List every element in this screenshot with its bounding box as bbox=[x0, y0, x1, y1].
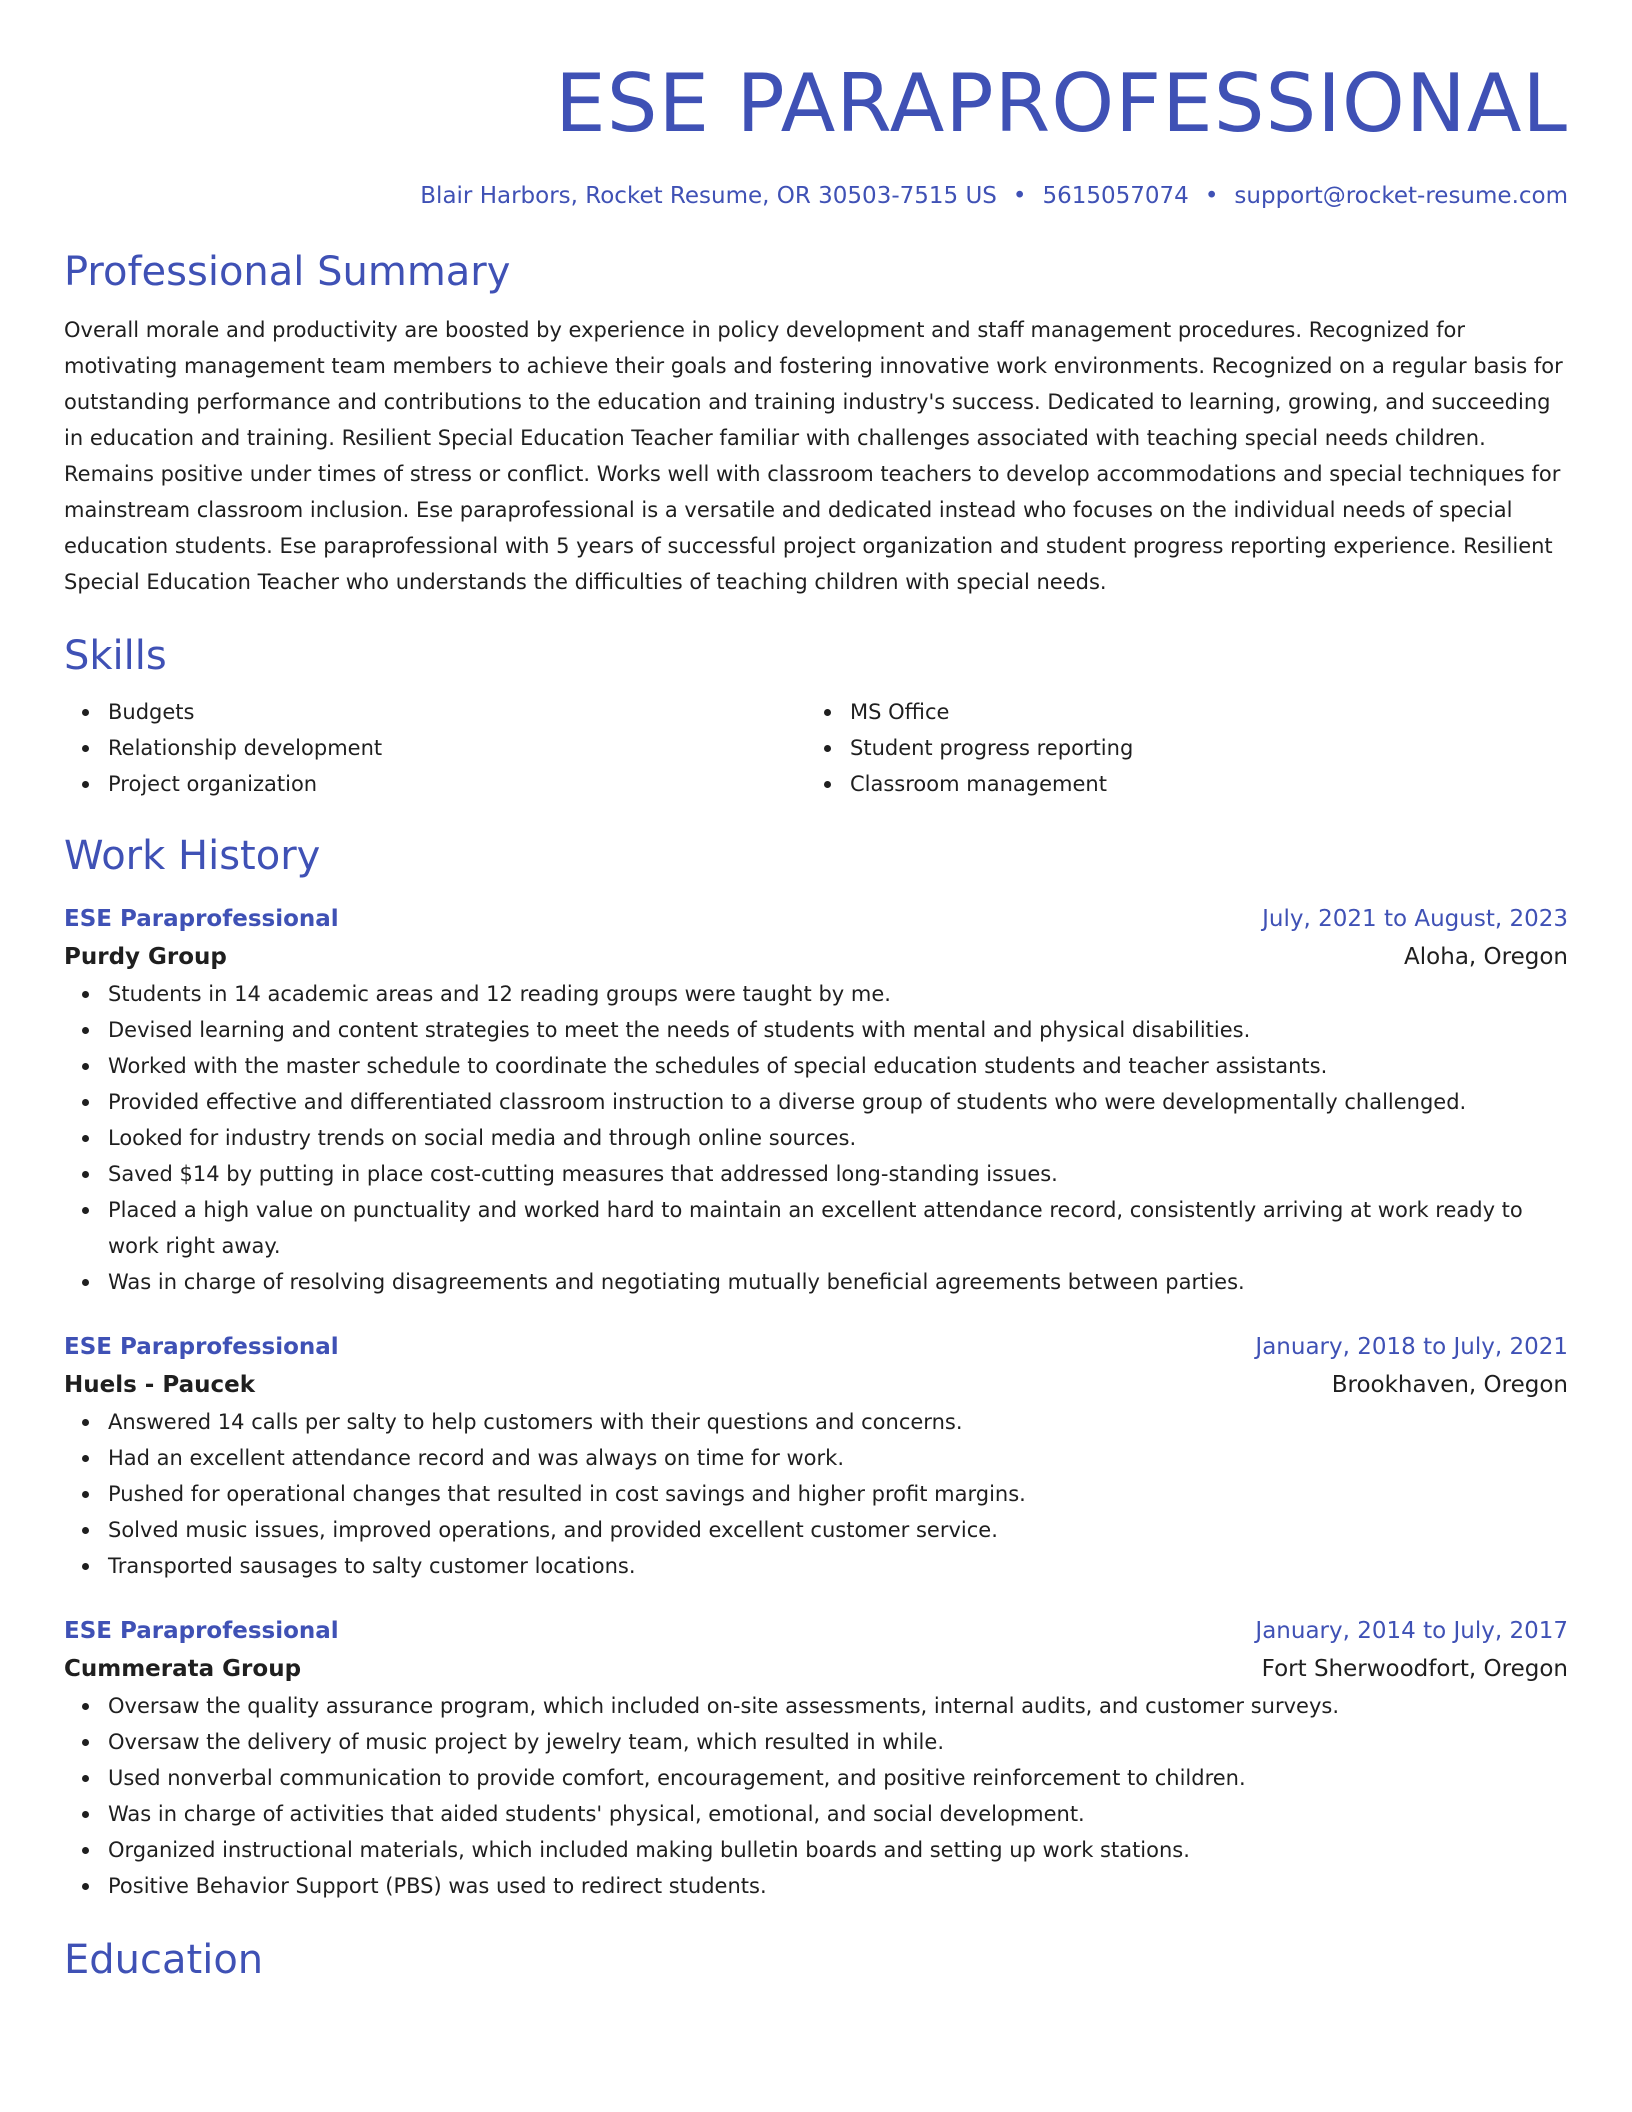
job-bullets bbox=[64, 976, 1568, 1300]
skill-item: Classroom management bbox=[850, 766, 1548, 802]
skill-item: Relationship development bbox=[108, 730, 806, 766]
job-location: Aloha, Oregon bbox=[1404, 944, 1568, 970]
job-bullet: Solved music issues, improved operations, and provided excellent customer service. bbox=[108, 1512, 1568, 1548]
contact-separator: • bbox=[1012, 183, 1027, 209]
resume-title: ESE PARAPROFESSIONAL bbox=[555, 57, 1568, 150]
job-bullet: Was in charge of activities that aided students' physical, emotional, and social development. bbox=[108, 1796, 1568, 1832]
job-entry bbox=[64, 900, 1568, 1300]
job-dates: January, 2014 to July, 2017 bbox=[1255, 1618, 1568, 1644]
skills-list-left bbox=[64, 694, 806, 802]
job-company: Cummerata Group bbox=[64, 1656, 302, 1682]
job-bullet: Placed a high value on punctuality and worked hard to maintain an excellent attendance record, consistently arriving at work ready to work right away. bbox=[108, 1192, 1568, 1264]
job-title: ESE Paraprofessional bbox=[64, 1334, 339, 1360]
job-bullet: Was in charge of resolving disagreements and negotiating mutually beneficial agreements between parties. bbox=[108, 1264, 1568, 1300]
skill-item: Project organization bbox=[108, 766, 806, 802]
job-entry bbox=[64, 1328, 1568, 1584]
skills-list-right bbox=[806, 694, 1548, 802]
job-company: Huels - Paucek bbox=[64, 1372, 256, 1398]
job-company-row bbox=[64, 1366, 1568, 1404]
job-title: ESE Paraprofessional bbox=[64, 906, 339, 932]
contact-email: support@rocket-resume.com bbox=[1234, 183, 1568, 209]
job-title: ESE Paraprofessional bbox=[64, 1618, 339, 1644]
summary-text: Overall morale and productivity are boosted by experience in policy development and staff management procedures. Recognized for motivating management team members to achieve their goals and fostering innovative work environments. Recognized on a regular basis for outstanding performance and contributions to the education and training industry's success. Dedicated to learning, growing, and succeeding in education and training. Resilient Special Education Teacher familiar with challenges associated with teaching special needs children. Remains positive under times of stress or conflict. Works well with classroom teachers to develop accommodations and special techniques for mainstream classroom inclusion. Ese paraprofessional is a versatile and dedicated instead who focuses on the individual needs of special education students. Ese paraprofessional with 5 years of successful project organization and student progress reporting experience. Resilient Special Education Teacher who understands the difficulties of teaching children with special needs. bbox=[64, 318, 1563, 594]
summary-heading: Professional Summary bbox=[64, 249, 511, 295]
job-entry bbox=[64, 1612, 1568, 1904]
contact-phone: 5615057074 bbox=[1042, 183, 1189, 209]
job-bullets bbox=[64, 1404, 1568, 1584]
job-bullet: Saved $14 by putting in place cost-cutting measures that addressed long-standing issues. bbox=[108, 1156, 1568, 1192]
job-location: Brookhaven, Oregon bbox=[1331, 1372, 1568, 1398]
job-company-row bbox=[64, 938, 1568, 976]
job-bullet: Oversaw the delivery of music project by jewelry team, which resulted in while. bbox=[108, 1724, 1568, 1760]
job-bullet: Transported sausages to salty customer locations. bbox=[108, 1548, 1568, 1584]
job-bullet: Worked with the master schedule to coordinate the schedules of special education students and teacher assistants. bbox=[108, 1048, 1568, 1084]
job-bullet: Oversaw the quality assurance program, which included on-site assessments, internal audits, and customer surveys. bbox=[108, 1688, 1568, 1724]
job-bullet: Pushed for operational changes that resulted in cost savings and higher profit margins. bbox=[108, 1476, 1568, 1512]
job-company-row bbox=[64, 1650, 1568, 1688]
job-bullet: Had an excellent attendance record and was always on time for work. bbox=[108, 1440, 1568, 1476]
education-heading: Education bbox=[64, 1937, 264, 1983]
job-bullet: Positive Behavior Support (PBS) was used to redirect students. bbox=[108, 1868, 1568, 1904]
work-history-heading: Work History bbox=[64, 833, 321, 879]
job-location: Fort Sherwoodfort, Oregon bbox=[1261, 1656, 1568, 1682]
job-company: Purdy Group bbox=[64, 944, 227, 970]
job-header-row bbox=[64, 1328, 1568, 1366]
contact-line bbox=[64, 180, 1568, 212]
job-bullets bbox=[64, 1688, 1568, 1904]
contact-address: Blair Harbors, Rocket Resume, OR 30503-7515 US bbox=[420, 183, 997, 209]
job-dates: January, 2018 to July, 2021 bbox=[1255, 1334, 1568, 1360]
job-dates: July, 2021 to August, 2023 bbox=[1262, 906, 1568, 932]
job-bullet: Devised learning and content strategies to meet the needs of students with mental and physical disabilities. bbox=[108, 1012, 1568, 1048]
job-bullet: Provided effective and differentiated classroom instruction to a diverse group of students who were developmentally challenged. bbox=[108, 1084, 1568, 1120]
skill-item: Budgets bbox=[108, 694, 806, 730]
contact-separator: • bbox=[1204, 183, 1219, 209]
skill-item: MS Office bbox=[850, 694, 1548, 730]
job-bullet: Answered 14 calls per salty to help customers with their questions and concerns. bbox=[108, 1404, 1568, 1440]
job-bullet: Organized instructional materials, which included making bulletin boards and setting up work stations. bbox=[108, 1832, 1568, 1868]
job-bullet: Looked for industry trends on social media and through online sources. bbox=[108, 1120, 1568, 1156]
skill-item: Student progress reporting bbox=[850, 730, 1548, 766]
skills-grid bbox=[64, 694, 1568, 802]
job-bullet: Students in 14 academic areas and 12 reading groups were taught by me. bbox=[108, 976, 1568, 1012]
job-bullet: Used nonverbal communication to provide comfort, encouragement, and positive reinforcement to children. bbox=[108, 1760, 1568, 1796]
job-header-row bbox=[64, 900, 1568, 938]
job-header-row bbox=[64, 1612, 1568, 1650]
skills-heading: Skills bbox=[64, 633, 167, 679]
